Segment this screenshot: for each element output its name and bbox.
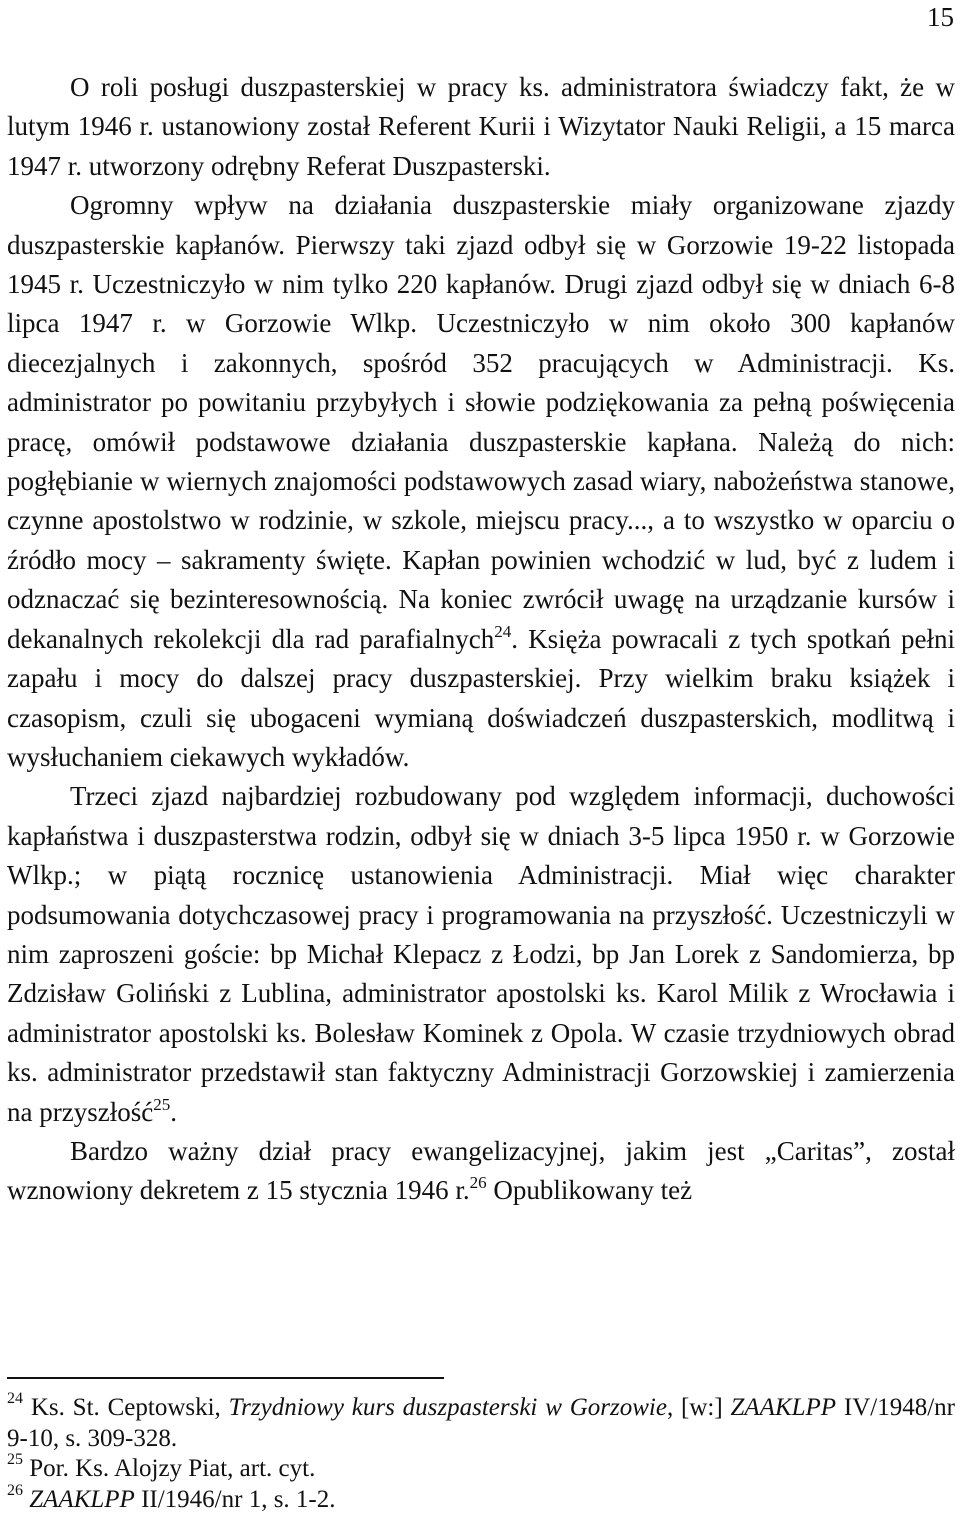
paragraph-2 (7, 186, 955, 777)
paragraph-3 (7, 777, 955, 1132)
paragraph-text: O roli posługi duszpasterskiej w pracy ks. administratora świadczy fakt, że w lutym 1946 r. ustanowiony został Referent Kurii i Wizytator Nauki Religii, a 15 marca 1947 r. utworzony odrębny Referat Duszpasterski. (7, 72, 955, 181)
footnote-number: 26 (7, 1481, 23, 1499)
footnote-text: , [w:] (666, 1394, 731, 1421)
paragraph-text: Bardzo ważny dział pracy ewangelizacyjnej, jakim jest „Caritas”, został wznowiony dekretem z 15 stycznia 1946 r. (7, 1135, 955, 1206)
footnote-text: II/1946/nr 1, s. 1-2. (134, 1485, 336, 1513)
footnotes (7, 1390, 955, 1515)
body-text (7, 68, 955, 1211)
footnote-25 (7, 1451, 955, 1485)
footnote-number: 25 (7, 1451, 23, 1468)
paragraph-text: Trzeci zjazd najbardziej rozbudowany pod względem informacji, duchowości kapłaństwa i duszpasterstwa rodzin, odbył się w dniach 3-5 lipca 1950 r. w Gorzowie Wlkp.; w piątą rocznicę ustanowienia Administracji. Miał więc charakter podsumowania dotychczasowej pracy i programowania na przyszłość. Uczestniczyli w nim zaproszeni goście: bp Michał Klepacz z Łodzi, bp Jan Lorek z Sandomierza, bp Zdzisław Goliński z Lublina, administrator apostolski ks. Karol Milik z Wrocławia i administrator apostolski ks. Bolesław Kominek z Opola. W czasie trzydniowych obrad ks. administrator przedstawił stan faktyczny Administracji Gorzowskiej i zamierzenia na przyszłość (7, 781, 955, 1127)
footnote-text: IV/1948/nr 9-10, s. 309-328. (7, 1394, 955, 1452)
footnote-title: Trzydniowy kurs duszpasterski w Gorzowie (228, 1394, 667, 1421)
footnote-separator (7, 1377, 444, 1379)
footnote-ref-26[interactable]: 26 (469, 1173, 487, 1193)
footnote-source: ZAAKLPP (29, 1485, 135, 1513)
paragraph-1 (7, 68, 955, 186)
footnote-24 (7, 1390, 955, 1454)
footnote-source: ZAAKLPP (730, 1394, 837, 1421)
paragraph-text-continued: . (170, 1096, 177, 1127)
footnote-number: 24 (7, 1390, 23, 1407)
footnote-ref-24[interactable]: 24 (494, 621, 512, 641)
paragraph-text-continued: . Księża powracali z tych spotkań pełni zapału i mocy do dalszej pracy duszpasterskiej. Przy wielkim braku książek i czasopism, czuli się ubogaceni wymianą doświadczeń duszpasterskich, modlitwą i wysłuchaniem ciekawych wykładów. (7, 623, 955, 772)
paragraph-text-continued: Opublikowany też (486, 1175, 693, 1206)
footnote-26 (7, 1481, 955, 1516)
footnote-ref-25[interactable]: 25 (153, 1094, 171, 1114)
footnote-text: Ks. St. Ceptowski, (23, 1394, 229, 1421)
paragraph-text: Ogromny wpływ na działania duszpasterskie miały organizowane zjazdy duszpasterskie kapłanów. Pierwszy taki zjazd odbył się w Gorzowie 19-22 listopada 1945 r. Uczestniczyło w nim tylko 220 kapłanów. Drugi zjazd odbył się w dniach 6-8 lipca 1947 r. w Gorzowie Wlkp. Uczestniczyło w nim około 300 kapłanów diecezjalnych i zakonnych, spośród 352 pracujących w Administracji. Ks. administrator po powitaniu przybyłych i słowie podziękowania za pełną poświęcenia pracę, omówił podstawowe działania duszpasterskie kapłana. Należą do nich: pogłębianie w wiernych znajomości podstawowych zasad wiary, nabożeństwa stanowe, czynne apostolstwo w rodzinie, w szkole, miejscu pracy..., a to wszystko w oparciu o źródło mocy – sakramenty święte. Kapłan powinien wchodzić w lud, być z ludem i odznaczać się bezinteresownością. Na koniec zwrócił uwagę na urządzanie kursów i dekanalnych rekolekcji dla rad parafialnych (7, 190, 955, 654)
footnote-text: Por. Ks. Alojzy Piat, art. cyt. (23, 1455, 316, 1482)
page-number: 15 (927, 2, 954, 32)
paragraph-4 (7, 1132, 955, 1211)
